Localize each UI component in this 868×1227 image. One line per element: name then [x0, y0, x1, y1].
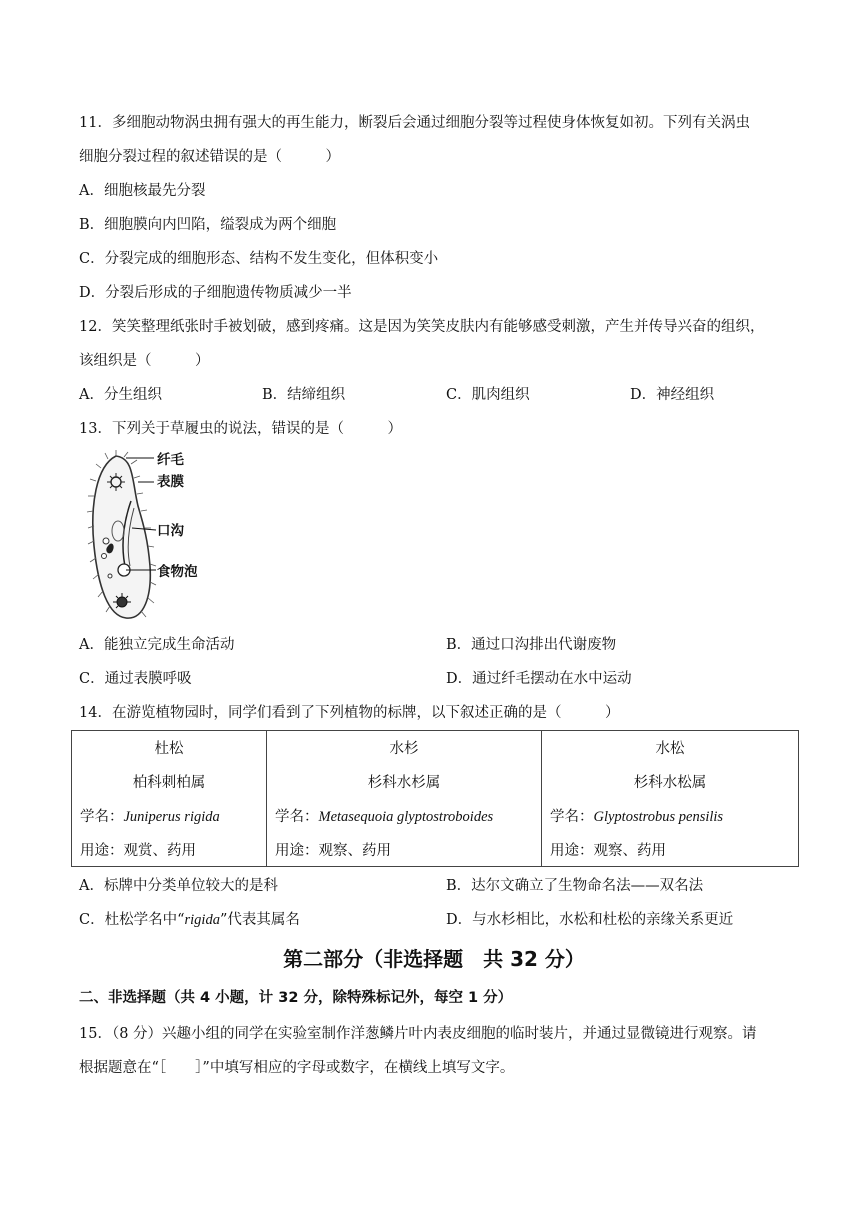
- q11-option-b: B．细胞膜向内凹陷，缢裂成为两个细胞: [79, 217, 337, 233]
- sign-glyptostrobus: [542, 731, 799, 867]
- q14-option-b: B．达尔文确立了生物命名法——双名法: [446, 878, 704, 894]
- q11-option-c: C．分裂完成的细胞形态、结构不发生变化，但体积变小: [79, 251, 439, 267]
- sign-family: 杉科水松属: [633, 775, 707, 791]
- q11-option-a: A．细胞核最先分裂: [79, 183, 206, 199]
- q11-stem-line1: 11．多细胞动物涡虫拥有强大的再生能力，断裂后会通过细胞分裂等过程使身体恢复如初。下列有关涡虫: [79, 115, 750, 131]
- sign-family: 杉科水杉属: [367, 775, 441, 791]
- q15-stem-line2: 根据题意在“［ ］”中填写相应的字母或数字，在横线上填写文字。: [79, 1060, 515, 1076]
- plant-signs-table: [71, 730, 799, 867]
- sign-name: 水杉: [389, 741, 419, 757]
- label-oral-groove: 口沟: [157, 523, 184, 539]
- sign-family: 柏科刺柏属: [132, 775, 206, 791]
- sign-name: 水松: [655, 741, 685, 757]
- sign-juniper: [72, 731, 267, 867]
- sign-scientific-name: 学名：Glyptostrobus pensilis: [550, 809, 724, 825]
- sign-use: 用途：观赏、药用: [80, 843, 196, 859]
- q12-option-a: A．分生组织: [79, 387, 162, 403]
- q13-stem: 13．下列关于草履虫的说法，错误的是（ ）: [79, 421, 402, 437]
- paramecium-diagram: [86, 446, 216, 624]
- sign-metasequoia: [267, 731, 542, 867]
- q13-option-b: B．通过口沟排出代谢废物: [446, 637, 617, 653]
- sign-name: 杜松: [154, 741, 184, 757]
- sign-use: 用途：观察、药用: [550, 843, 666, 859]
- q11-stem-line2: 细胞分裂过程的叙述错误的是（ ）: [79, 149, 340, 165]
- part2-title: 第二部分（非选择题 共 32 分）: [283, 947, 585, 971]
- section-title: 二、非选择题（共 4 小题，计 32 分，除特殊标记外，每空 1 分）: [79, 990, 513, 1006]
- q12-option-b: B．结缔组织: [262, 387, 346, 403]
- q14-option-d: D．与水杉相比，水松和杜松的亲缘关系更近: [446, 912, 734, 928]
- label-food-vacuole: 食物泡: [157, 564, 198, 580]
- q13-option-c: C．通过表膜呼吸: [79, 671, 192, 687]
- q12-stem-line1: 12．笑笑整理纸张时手被划破，感到疼痛。这是因为笑笑皮肤内有能够感受刺激，产生并传导兴奋的组织，: [79, 319, 765, 335]
- q13-option-d: D．通过纤毛摆动在水中运动: [446, 671, 632, 687]
- q15-stem-line1: 15．（8 分）兴趣小组的同学在实验室制作洋葱鳞片叶内表皮细胞的临时装片，并通过显微镜进行观察。请: [79, 1026, 757, 1042]
- label-cilia: 纤毛: [157, 452, 184, 468]
- q11-option-d: D．分裂后形成的子细胞遗传物质减少一半: [79, 285, 352, 301]
- q14-stem: 14．在游览植物园时，同学们看到了下列植物的标牌，以下叙述正确的是（ ）: [79, 705, 620, 721]
- q12-option-d: D．神经组织: [630, 387, 715, 403]
- q14-option-a: A．标牌中分类单位较大的是科: [79, 878, 278, 894]
- q12-stem-line2: 该组织是（ ）: [79, 353, 210, 369]
- sign-use: 用途：观察、药用: [275, 843, 391, 859]
- q13-option-a: A．能独立完成生命活动: [79, 637, 235, 653]
- q14-option-c: C．杜松学名中“rigida”代表其属名: [79, 912, 300, 928]
- sign-scientific-name: 学名：Juniperus rigida: [80, 809, 220, 825]
- label-pellicle: 表膜: [157, 474, 184, 490]
- q12-option-c: C．肌肉组织: [446, 387, 530, 403]
- sign-scientific-name: 学名：Metasequoia glyptostroboides: [275, 809, 494, 825]
